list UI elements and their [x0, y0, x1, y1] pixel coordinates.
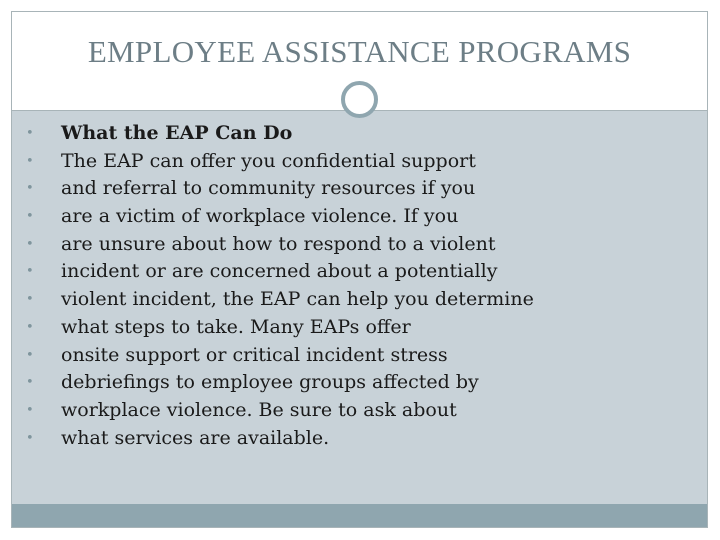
bullet-dot-icon: • — [26, 430, 34, 446]
bullet-dot-icon: • — [26, 319, 34, 335]
bullet-dot-icon: • — [26, 181, 34, 197]
bullet-dot-icon: • — [26, 347, 34, 363]
bullet-dot-icon: • — [26, 375, 34, 391]
bullet-dot-icon: • — [26, 153, 34, 169]
bullet-dot-icon: • — [26, 292, 34, 308]
bullet-item — [26, 203, 534, 231]
bullet-item — [26, 369, 534, 397]
bottom-accent-bar — [12, 504, 707, 527]
bullet-dot-icon: • — [26, 264, 34, 280]
bullet-text: are unsure about how to respond to a violent — [61, 232, 496, 255]
bullet-text: what services are available. — [61, 426, 330, 449]
bullet-text: are a victim of workplace violence. If you — [61, 205, 459, 228]
bullet-dot-icon: • — [26, 126, 34, 141]
bullet-text: The EAP can offer you confidential support — [61, 149, 476, 172]
bullet-text: onsite support or critical incident stress — [61, 343, 448, 366]
bullet-item — [26, 314, 534, 342]
bullet-item — [26, 175, 534, 203]
bullet-item — [26, 397, 534, 425]
bullet-text: incident or are concerned about a potentially — [61, 260, 498, 283]
divider-circle-ornament — [341, 81, 378, 118]
bullet-dot-icon: • — [26, 236, 34, 252]
bullet-item — [26, 425, 534, 453]
bullet-text: workplace violence. Be sure to ask about — [61, 398, 457, 421]
slide-title: EMPLOYEE ASSISTANCE PROGRAMS — [87, 34, 632, 69]
bullet-text: What the EAP Can Do — [61, 122, 293, 144]
bullet-item — [26, 148, 534, 176]
bullet-item — [26, 342, 534, 370]
bullet-text: and referral to community resources if you — [61, 177, 476, 200]
bullet-item — [26, 286, 534, 314]
bullet-text: what steps to take. Many EAPs offer — [61, 315, 411, 338]
bullet-item — [26, 231, 534, 259]
bullet-item — [26, 258, 534, 286]
bullet-dot-icon: • — [26, 209, 34, 225]
bullet-dot-icon: • — [26, 402, 34, 418]
bullet-text: violent incident, the EAP can help you determine — [61, 288, 534, 311]
bullet-text: debriefings to employee groups affected by — [61, 371, 479, 394]
bullet-list — [26, 120, 534, 452]
bullet-item — [26, 120, 534, 148]
